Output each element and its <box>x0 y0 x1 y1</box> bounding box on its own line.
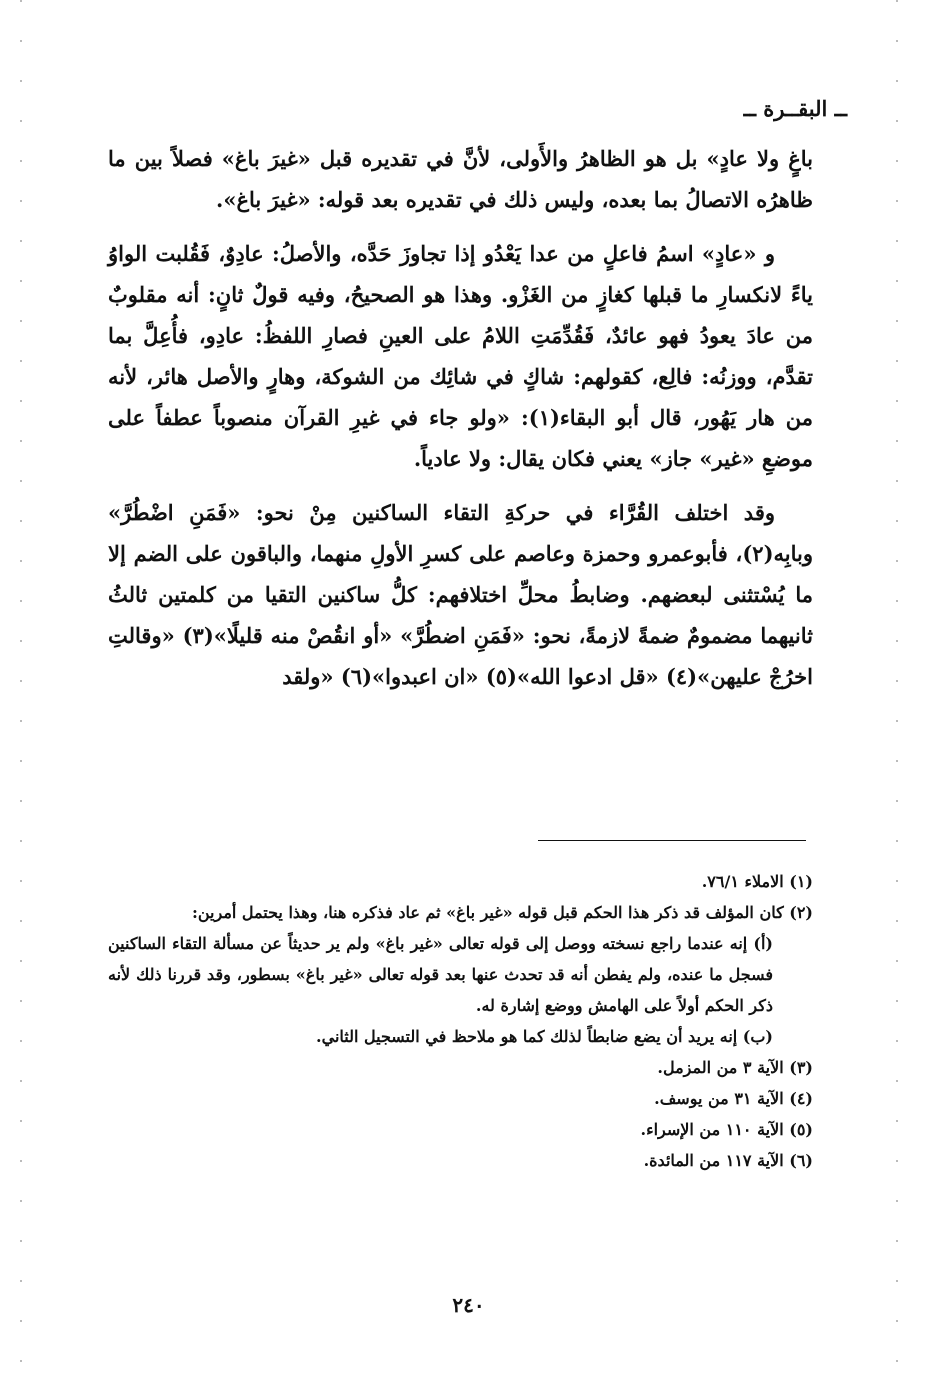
footnote-2a: (أ) إنه عندما راجع نسخته ووصل إلى قوله تعالى «غير باغ» ولم ير حديثاً عن مسألة التقاء الساكنين فسجل ما عنده، ولم يفطن أنه قد تحدث عنها بعد قوله تعالى «غير باغ» بسطور، وقد قررنا ذلك لأنه ذكر الحكم أولاً على الهامش ووضع إشارة له. <box>108 934 773 1015</box>
running-title: ــ البقــرة ــ <box>743 96 847 121</box>
footnote-2b: (ب) إنه يريد أن يضع ضابطاً لذلك كما هو ملاحظ في التسجيل الثاني. <box>316 1027 773 1046</box>
paragraph-1: باغٍ ولا عادٍ» بل هو الظاهرُ والأَولى، لأنَّ في تقديره قبل «غيرَ باغ» فصلاً بين ما ظاهرُه الاتصالُ بما بعده، وليس ذلك في تقديره بعد قوله: «غيرَ باغ». <box>108 146 813 212</box>
page-number: ٢٤٠ <box>452 1293 485 1317</box>
footnote-6: (٦) الآية ١١٧ من المائدة. <box>643 1151 813 1170</box>
paragraph-2: و «عادٍ» اسمُ فاعلٍ من عدا يَعْدُو إذا تجاوزَ حَدَّه، والأصلُ: عادِوٌ، فَقُلبت الواوُ ياءً لانكسارِ ما قبلها كغازٍ من الغَزْو. وهذا هو الصحيحُ، وفيه قولٌ ثانٍ: أنه مقلوبٌ من عادَ يعودُ فهو عائدٌ، فَقُدِّمَتِ اللامُ على العينِ فصارِ اللفظُ: عادِو، فأُعِلَّ بما تقدَّم، ووزنُه: فالِع، كقولهم: شاكٍ في شائِك من الشوكة، وهارٍ والأصل هائر، لأنه من هار يَهُور، قال أبو البقاء(١): «ولو جاء في غيرِ القرآن منصوباً عطفاً على موضعِ «غير» جاز» يعني فكان يقال: ولا عادياً. <box>108 241 813 471</box>
footnote-separator <box>538 840 806 841</box>
footnote-3: (٣) الآية ٣ من المزمل. <box>657 1058 813 1077</box>
paragraph-3: وقد اختلف القُرَّاء في حركةِ التقاء الساكنين مِنْ نحو: «فَمَنِ اضْطُرَّ» وبابِه(٢)، فأبوعمرو وحمزة وعاصم على كسرِ الأولِ منهما، والباقون على الضم إلا ما يُسْتثنى لبعضهم. وضابطُ محلِّ اختلافهم: كلُّ ساكنين التقيا من كلمتين ثالثُ ثانيهما مضمومٌ ضمةً لازمةً، نحو: «فَمَنِ اضطُرَّ» «أو انقُصْ منه قليلًا»(٣) «وقالتِ اخرُجْ عليهن»(٤) «قل ادعوا الله»(٥) «ان اعبدوا»(٦) «ولقد <box>108 500 813 689</box>
footnote-2: (٢) كان المؤلف قد ذكر هذا الحكم قبل قوله «غير باغ» ثم عاد فذكره هنا، وهذا يحتمل أمرين: <box>191 903 813 922</box>
footnote-5: (٥) الآية ١١٠ من الإسراء. <box>640 1120 813 1139</box>
footnote-1: (١) الاملاء ٧٦/١. <box>701 872 813 891</box>
footnotes <box>108 866 813 1176</box>
right-margin-marks <box>896 0 898 1375</box>
main-text <box>108 138 813 710</box>
footnote-4: (٤) الآية ٣١ من يوسف. <box>654 1089 813 1108</box>
left-margin-marks <box>20 0 22 1375</box>
